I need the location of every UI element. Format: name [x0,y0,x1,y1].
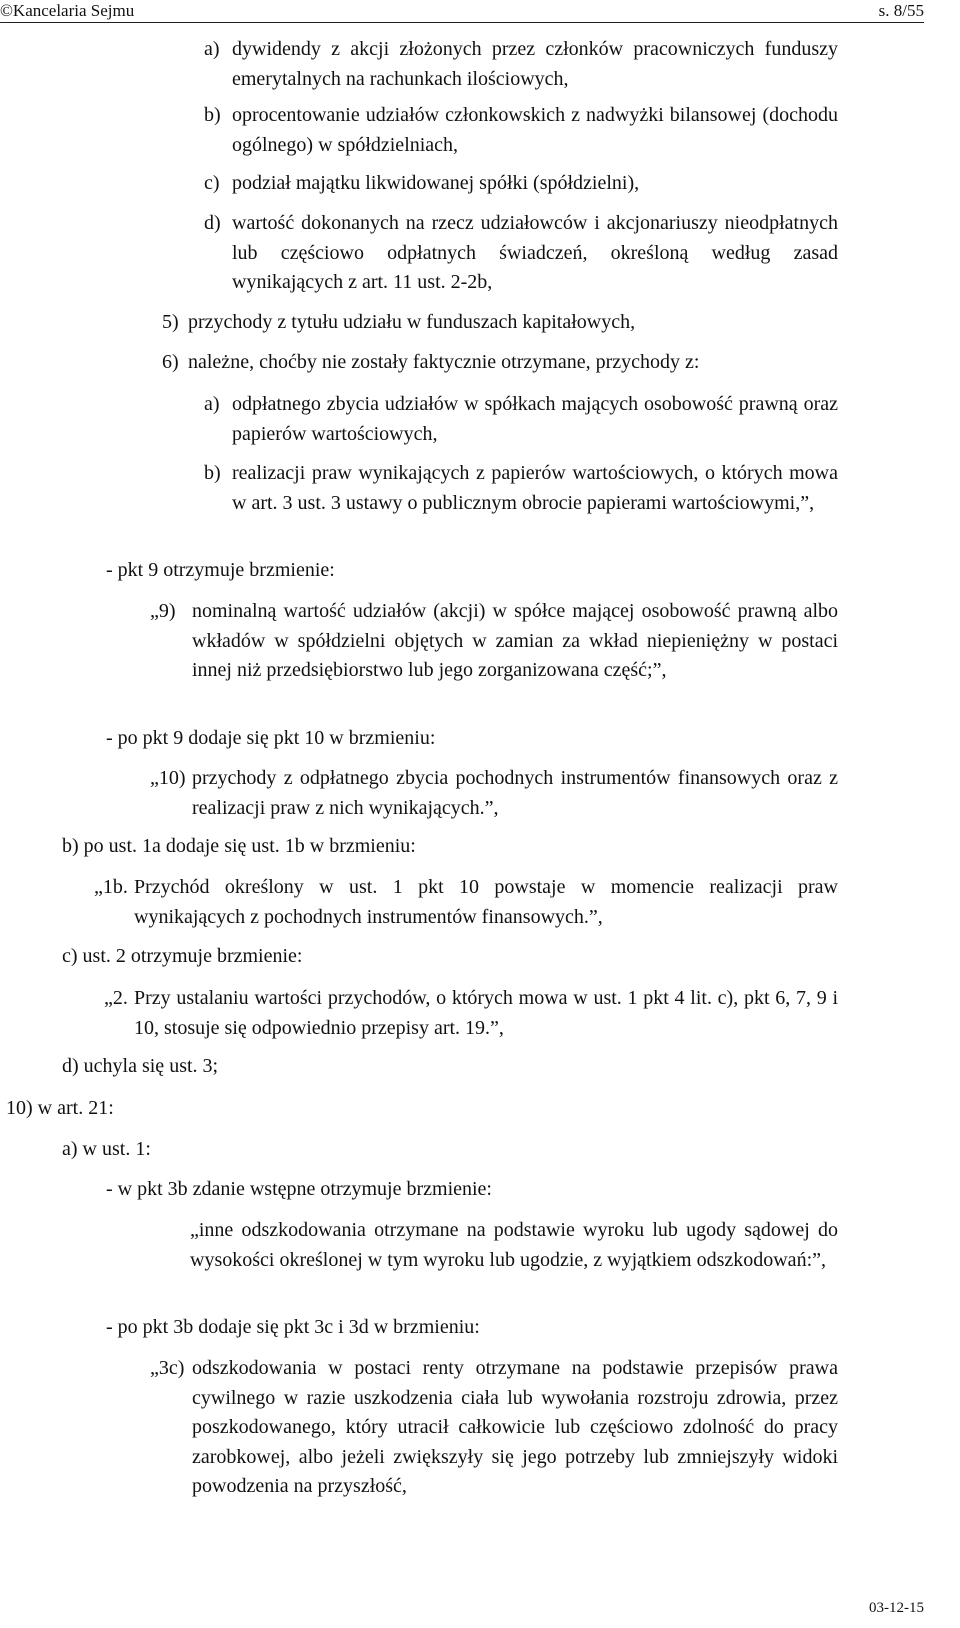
item-text: dywidendy z akcji złożonych przez członków pracowniczych funduszy emerytalnych na rachunkach ilościowych, [232,38,838,90]
item-text: przychody z tytułu udziału w funduszach kapitałowych, [188,311,636,333]
item-text: odszkodowania w postaci renty otrzymane na podstawie przepisów prawa cywilnego w razie uszkodzenia ciała lub wywołania rozstroju zdrowia, przez poszkodowanego, który utracił całkowicie lub częściowo zdolność do pracy zarobkowej, albo jeżeli zwiększyły się jego potrzeby lub zmniejszyły widoki powodzenia na przyszłość, [192,1357,838,1497]
item-label: a) [204,393,220,415]
list-item [150,597,838,686]
item-text: „inne odszkodowania otrzymane na podstawie wyroku lub ugody sądowej do wysokości określonej w tym wyroku lub ugodzie, z wyjątkiem odszkodowań:”, [190,1219,838,1271]
page-number: s. 8/55 [878,1,924,20]
list-item [162,308,838,338]
instruction-line [106,724,838,754]
list-item [204,390,838,449]
list-item [204,35,838,94]
item-label: 5) [162,311,179,333]
item-text: - po pkt 3b dodaje się pkt 3c i 3d w brzmieniu: [106,1316,480,1338]
header-rule [0,22,924,23]
item-text: podział majątku likwidowanej spółki (spółdzielni), [232,172,640,194]
item-label: „3c) [150,1357,185,1379]
footer-date: 03-12-15 [869,1600,924,1616]
quoted-paragraph [190,1216,838,1275]
list-item [150,764,838,823]
item-text: odpłatnego zbycia udziałów w spółkach mających osobowość prawną oraz papierów wartościowych, [232,393,838,445]
item-label: c) [204,172,220,194]
item-text: 10) w art. 21: [6,1097,114,1119]
instruction-line [106,556,838,586]
list-item [162,348,838,378]
item-text: - po pkt 9 dodaje się pkt 10 w brzmieniu: [106,727,436,749]
list-item [150,1354,838,1502]
item-text: - w pkt 3b zdanie wstępne otrzymuje brzmienie: [106,1178,492,1200]
item-text: c) ust. 2 otrzymuje brzmienie: [62,945,303,967]
list-item [204,169,838,199]
instruction-line [6,1094,838,1124]
instruction-line [106,1175,838,1205]
item-label: b) [204,104,221,126]
instruction-line [62,942,838,972]
item-label: „9) [150,600,176,622]
list-item [104,984,838,1043]
item-text: oprocentowanie udziałów członkowskich z nadwyżki bilansowej (dochodu ogólnego) w spółdzielniach, [232,104,838,156]
item-text: b) po ust. 1a dodaje się ust. 1b w brzmieniu: [62,835,416,857]
item-label: 6) [162,351,179,373]
item-label: a) [204,38,220,60]
item-label: d) [204,212,221,234]
item-text: Przy ustalaniu wartości przychodów, o których mowa w ust. 1 pkt 4 lit. c), pkt 6, 7, 9 i 10, stosuje się odpowiednio przepisy art. 19.”, [134,987,838,1039]
instruction-line [62,832,838,862]
item-text: Przychód określony w ust. 1 pkt 10 powstaje w momencie realizacji praw wynikających z pochodnych instrumentów finansowych.”, [134,876,838,928]
item-label: b) [204,462,221,484]
instruction-line [106,1313,838,1343]
item-text: - pkt 9 otrzymuje brzmienie: [106,559,335,581]
item-label: „1b. [94,876,128,898]
item-text: a) w ust. 1: [62,1138,151,1160]
list-item [204,209,838,298]
item-text: przychody z odpłatnego zbycia pochodnych instrumentów finansowych oraz z realizacji praw z nich wynikających.”, [192,767,838,819]
instruction-line [62,1052,838,1082]
item-text: realizacji praw wynikających z papierów wartościowych, o których mowa w art. 3 ust. 3 ustawy o publicznym obrocie papierami wartościowymi,”, [232,462,838,514]
item-text: nominalną wartość udziałów (akcji) w spółce mającej osobowość prawną albo wkładów w spółdzielni objętych w zamian za wkład niepieniężny w postaci innej niż przedsiębiorstwo lub jego zorganizowana część;”, [192,600,838,681]
header-left: ©Kancelaria Sejmu [0,1,135,20]
instruction-line [62,1135,838,1165]
item-text: należne, choćby nie zostały faktycznie otrzymane, przychody z: [188,351,700,373]
item-label: „10) [150,767,186,789]
item-text: wartość dokonanych na rzecz udziałowców i akcjonariuszy nieodpłatnych lub częściowo odpłatnych świadczeń, określoną według zasad wynikających z art. 11 ust. 2-2b, [232,212,838,293]
list-item [204,459,838,518]
list-item [204,101,838,160]
item-text: d) uchyla się ust. 3; [62,1055,219,1077]
list-item [94,873,838,932]
item-label: „2. [104,987,128,1009]
